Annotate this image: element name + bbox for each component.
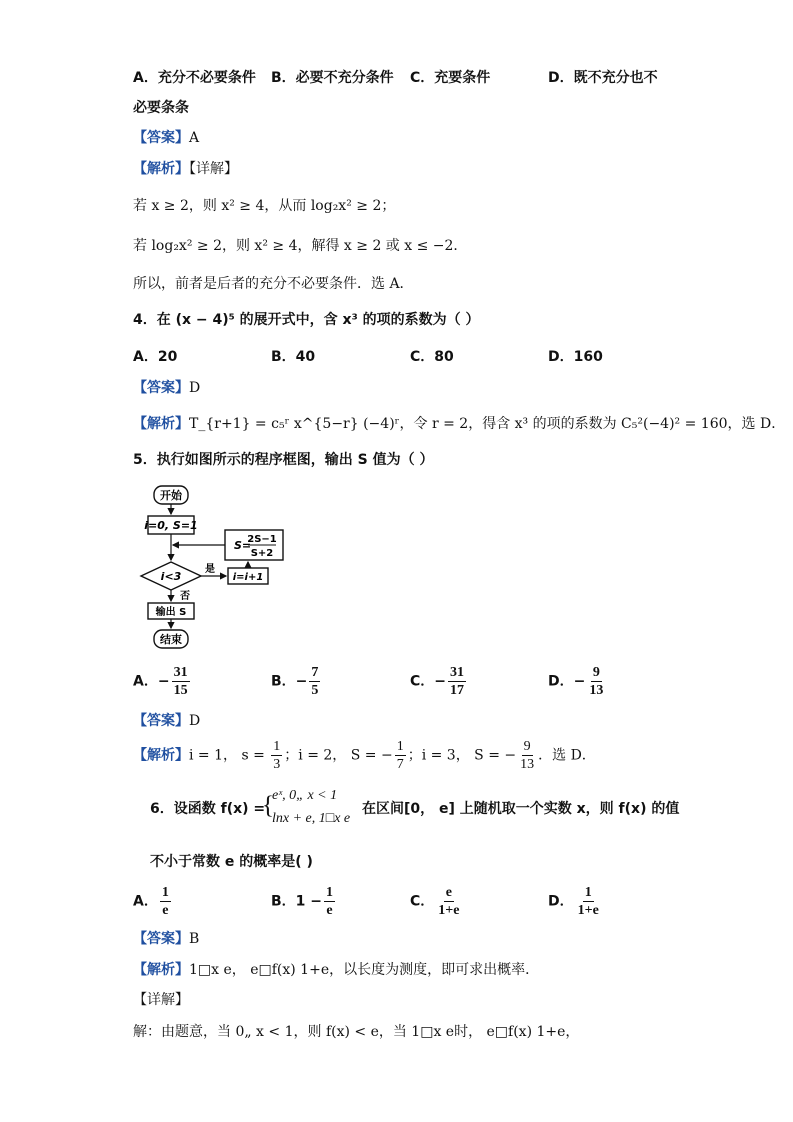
q3-solution-line-1: 若 x ≥ 2，则 x² ≥ 4，从而 log₂x² ≥ 2； [133, 198, 396, 214]
option-prefix: 1 − [295, 893, 323, 910]
flow-init-text: i=0, S=1 [144, 519, 198, 532]
q4-answer [133, 378, 200, 398]
q3-option-c: C．充要条件 [410, 70, 491, 86]
flow-update-s-prefix: S= [234, 539, 252, 552]
q3-solution-line-2: 若 log₂x² ≥ 2，则 x² ≥ 4，解得 x ≥ 2 或 x ≤ −2． [133, 238, 468, 254]
analysis-text: T_{r+1} = c₅ʳ x^{5−r} (−4)ʳ，令 r = 2，得含 x³ 的项的系数为 C₅²(−4)² = 160，选 D． [189, 416, 786, 432]
flow-decision-text: i<3 [160, 570, 182, 583]
q6-detail-head [133, 990, 189, 1010]
frac-num: 9 [523, 739, 531, 754]
q5-stem: 5．执行如图所示的程序框图，输出 S 值为（ ） [133, 452, 434, 468]
q6-stem-b: 在区间[0， e] 上随机取一个实数 x，则 f(x) 的值 [362, 801, 680, 817]
analysis-fraction [395, 738, 406, 773]
frac-den: 5 [311, 683, 319, 698]
answer-tag: 【答案】 [133, 130, 189, 146]
flow-output-text: 输出 S [155, 607, 187, 618]
frac-num: 1 [584, 885, 592, 900]
option-fraction [172, 664, 190, 699]
flow-update-s-den: S+2 [250, 548, 274, 559]
flow-start-text: 开始 [160, 489, 182, 502]
analysis-text: i = 1， s = [189, 747, 270, 764]
detail-tag: 【详解】 [133, 992, 189, 1008]
q6-analysis [133, 960, 539, 980]
q6-option-b [271, 884, 337, 919]
q3-answer [133, 128, 199, 148]
frac-den: 1+e [577, 903, 599, 918]
q5-option-c [410, 664, 468, 699]
q5-option-b [271, 664, 322, 699]
q6-stem-c: 不小于常数 e 的概率是( ) [150, 854, 313, 870]
q4-option-b: B．40 [271, 349, 316, 365]
option-sign: − [295, 673, 308, 690]
flow-update-s-num: 2S−1 [247, 534, 277, 545]
option-sign: − [157, 673, 170, 690]
option-sign: − [573, 673, 586, 690]
q4-option-c: C．80 [410, 349, 454, 365]
frac-num: 1 [326, 885, 334, 900]
option-fraction [587, 664, 605, 699]
q3-option-d: D．既不充分也不 [548, 70, 658, 86]
frac-den: e [162, 903, 169, 918]
option-label: D． [548, 673, 574, 690]
q6-option-c [410, 884, 463, 919]
q3-option-d-cont: 必要条条 [133, 100, 189, 116]
analysis-fraction [271, 738, 282, 773]
option-fraction [436, 884, 461, 919]
q4-stem: 4．在 (x − 4)⁵ 的展开式中，含 x³ 的项的系数为（ ） [133, 312, 480, 328]
frac-num: 7 [311, 665, 319, 680]
option-label: B． [271, 893, 296, 910]
q6-stem-a: 6．设函数 f(x) = [150, 801, 266, 817]
answer-tag: 【答案】 [133, 931, 189, 947]
answer-tag: 【答案】 [133, 380, 189, 396]
q5-option-a [133, 664, 192, 699]
option-label: C． [410, 673, 435, 690]
option-fraction [324, 884, 335, 919]
frac-num: 1 [396, 739, 404, 754]
option-fraction [576, 884, 601, 919]
option-sign: − [434, 673, 447, 690]
flow-increment-text: i=i+1 [232, 572, 264, 583]
q5-option-d [548, 664, 607, 699]
analysis-text: ；i = 3， S = − [407, 747, 517, 764]
frac-num: 1 [273, 739, 281, 754]
analysis-text: ；i = 2， S = − [284, 747, 393, 764]
frac-den: 7 [396, 757, 404, 772]
analysis-tag: 【解析】 [133, 747, 189, 764]
frac-den: 13 [589, 683, 604, 698]
answer-value: D [189, 380, 201, 396]
analysis-tag: 【解析】 [133, 962, 189, 978]
option-fraction [160, 884, 171, 919]
q3-option-a: A．充分不必要条件 [133, 70, 256, 86]
detail-tag: 【详解】 [189, 161, 238, 177]
analysis-tag: 【解析】 [133, 416, 189, 432]
q3-option-b: B．必要不充分条件 [271, 70, 394, 86]
frac-den: 1+e [438, 903, 460, 918]
answer-value: A [189, 130, 200, 146]
q5-flowchart [130, 482, 300, 650]
analysis-text: 1□x e， e□f(x) 1+e，以长度为测度，即可求出概率． [189, 962, 540, 978]
option-label: D． [548, 893, 574, 910]
option-fraction [448, 664, 466, 699]
frac-num: 1 [161, 885, 169, 900]
q6-brace: { [262, 792, 274, 819]
q6-detail-text: 解：由题意，当 0„ x < 1，则 f(x) < e，当 1□x e时， e□f(x) 1+e， [133, 1024, 580, 1040]
frac-den: e [326, 903, 333, 918]
frac-num: 31 [173, 665, 188, 680]
frac-den: 17 [450, 683, 465, 698]
q6-answer [133, 929, 199, 949]
frac-num: e [445, 885, 452, 900]
frac-den: 13 [520, 757, 535, 772]
flow-end-text: 结束 [160, 633, 182, 646]
answer-value: D [189, 713, 201, 729]
q3-solution-line-3: 所以，前者是后者的充分不必要条件．选 A． [133, 276, 414, 292]
q6-piece-1: eˣ, 0„ x < 1 [272, 788, 338, 803]
q6-piece-2: lnx + e, 1□x e [272, 811, 351, 826]
analysis-tag: 【解析】 [133, 161, 189, 177]
q4-analysis [133, 414, 785, 434]
frac-num: 31 [450, 665, 465, 680]
frac-den: 3 [273, 757, 281, 772]
option-label: A． [133, 893, 158, 910]
answer-value: B [189, 931, 200, 947]
option-label: B． [271, 673, 296, 690]
frac-den: 15 [173, 683, 188, 698]
q4-option-a: A．20 [133, 349, 178, 365]
analysis-text: ．选 D． [538, 747, 596, 764]
option-fraction [309, 664, 320, 699]
flow-no-label: 否 [180, 591, 190, 602]
answer-tag: 【答案】 [133, 713, 189, 729]
q6-option-d [548, 884, 603, 919]
option-label: C． [410, 893, 435, 910]
q6-option-a [133, 884, 173, 919]
option-label: A． [133, 673, 158, 690]
flow-yes-label: 是 [205, 564, 215, 575]
q4-option-d: D．160 [548, 349, 603, 365]
q3-analysis-head [133, 159, 238, 179]
q5-analysis [133, 738, 596, 773]
frac-num: 9 [592, 665, 600, 680]
analysis-fraction [518, 738, 536, 773]
q5-answer [133, 711, 200, 731]
